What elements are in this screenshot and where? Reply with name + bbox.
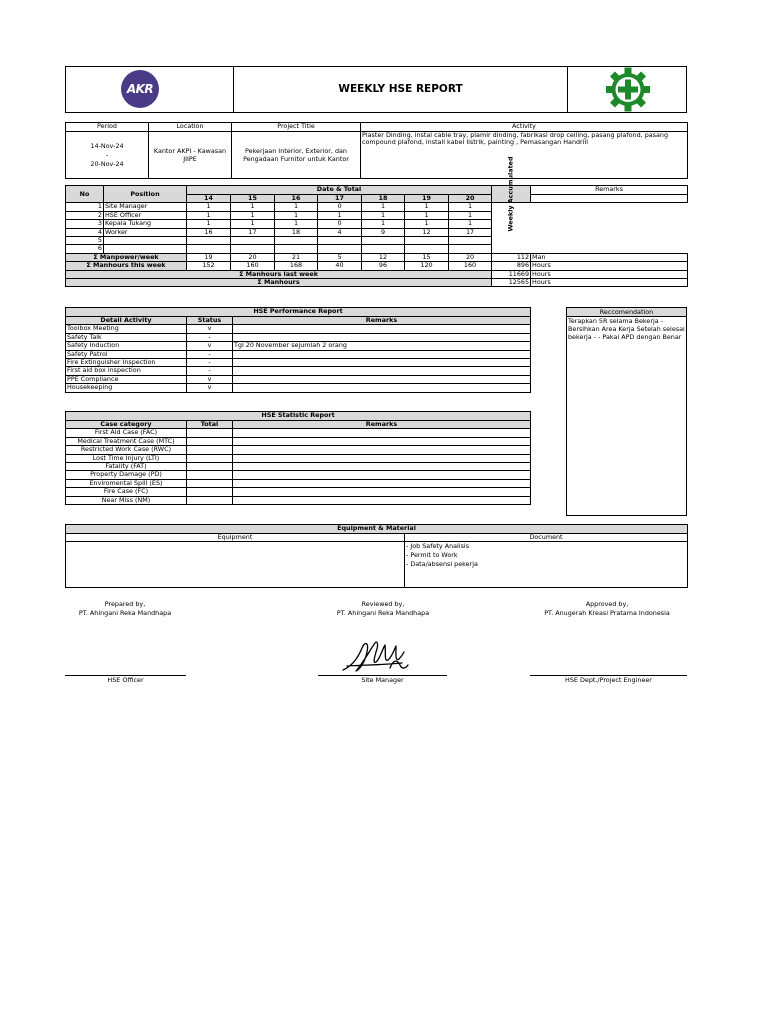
row-value: 1 bbox=[362, 203, 405, 211]
row-value bbox=[362, 237, 405, 245]
manhours-week-unit: Hours bbox=[531, 262, 688, 270]
date-19: 19 bbox=[405, 195, 449, 203]
row-value: 1 bbox=[187, 211, 231, 219]
performance-rows bbox=[66, 325, 531, 392]
row-value: 1 bbox=[275, 211, 318, 219]
statistic-case: Restricted Work Case (RWC) bbox=[66, 446, 187, 454]
row-no: 2 bbox=[66, 211, 104, 219]
period-value bbox=[66, 132, 149, 179]
row-value: 0 bbox=[318, 203, 362, 211]
performance-table bbox=[65, 307, 531, 393]
activity-value: Plaster Dinding, instal cable tray, plamir dinding, fabrikasi drop ceiling, pasang plafond, pasang compound plafond, install kabel listrik, painting , Pemasangan Handrill bbox=[361, 132, 688, 179]
recommendation-title: Reccomendation bbox=[567, 308, 686, 317]
table-row bbox=[66, 325, 531, 333]
statistic-col-total: Total bbox=[187, 421, 233, 429]
akr-logo-text: AKR bbox=[126, 82, 154, 96]
row-value: 9 bbox=[362, 228, 405, 236]
performance-status: - bbox=[187, 333, 233, 341]
row-value: 18 bbox=[275, 228, 318, 236]
row-no: 6 bbox=[66, 245, 104, 253]
performance-remarks bbox=[233, 375, 531, 383]
manpower-rows bbox=[66, 203, 688, 253]
table-row bbox=[66, 203, 688, 211]
date-16: 16 bbox=[275, 195, 318, 203]
manpower-week-total: 112 bbox=[492, 253, 531, 261]
performance-activity: Fire Extinguisher Inspection bbox=[66, 359, 187, 367]
manhours-week-14: 152 bbox=[187, 262, 231, 270]
row-value bbox=[449, 237, 492, 245]
statistic-case: Enviromental Spill (ES) bbox=[66, 479, 187, 487]
row-value: 4 bbox=[318, 228, 362, 236]
weekly-accumulated-label: Weekly Accumulated bbox=[506, 156, 515, 232]
manhours-week-15: 160 bbox=[231, 262, 275, 270]
akr-logo bbox=[121, 70, 159, 108]
performance-status: - bbox=[187, 359, 233, 367]
date-15: 15 bbox=[231, 195, 275, 203]
equipment-label: Equipment bbox=[66, 534, 405, 542]
row-value: 1 bbox=[275, 203, 318, 211]
row-value: 1 bbox=[405, 211, 449, 219]
equipment-title: Equipment & Material bbox=[66, 525, 688, 534]
performance-status: v bbox=[187, 342, 233, 350]
performance-status: - bbox=[187, 350, 233, 358]
activity-label: Activity bbox=[361, 123, 688, 132]
statistic-remarks bbox=[233, 479, 531, 487]
position-header: Position bbox=[104, 186, 187, 203]
performance-status: v bbox=[187, 325, 233, 333]
location-value: Kantor AKPI - Kawasan JIIPE bbox=[149, 132, 232, 179]
row-value: 17 bbox=[231, 228, 275, 236]
manhours-week-16: 168 bbox=[275, 262, 318, 270]
report-title: WEEKLY HSE REPORT bbox=[338, 83, 463, 95]
statistic-total bbox=[187, 479, 233, 487]
period-label: Period bbox=[66, 123, 149, 132]
manpower-week-16: 21 bbox=[275, 253, 318, 261]
statistic-rows bbox=[66, 429, 531, 505]
manhours-last-week-label: Σ Manhours last week bbox=[66, 270, 492, 278]
table-row bbox=[66, 220, 688, 228]
manpower-week-18: 12 bbox=[362, 253, 405, 261]
remarks-cell bbox=[531, 195, 688, 203]
statistic-total bbox=[187, 463, 233, 471]
document-list bbox=[405, 542, 688, 588]
table-row bbox=[66, 446, 531, 454]
row-value bbox=[275, 237, 318, 245]
manpower-week-label: Σ Manpower/week bbox=[66, 253, 187, 261]
row-value: 1 bbox=[362, 211, 405, 219]
manhours-week-20: 160 bbox=[449, 262, 492, 270]
manpower-week-15: 20 bbox=[231, 253, 275, 261]
statistic-remarks bbox=[233, 496, 531, 504]
performance-status: v bbox=[187, 375, 233, 383]
manhours-week-17: 40 bbox=[318, 262, 362, 270]
row-value: 1 bbox=[275, 220, 318, 228]
manhours-last-week-unit: Hours bbox=[531, 270, 688, 278]
row-value: 12 bbox=[405, 228, 449, 236]
date-14: 14 bbox=[187, 195, 231, 203]
row-value: 1 bbox=[362, 220, 405, 228]
equipment-table bbox=[65, 524, 688, 588]
performance-title: HSE Performance Report bbox=[66, 308, 531, 317]
statistic-total bbox=[187, 496, 233, 504]
row-value: 1 bbox=[231, 203, 275, 211]
table-row bbox=[66, 384, 531, 392]
performance-col-status: Status bbox=[187, 317, 233, 325]
statistic-table bbox=[65, 411, 531, 505]
row-position: Worker bbox=[104, 228, 187, 236]
row-value: 1 bbox=[231, 211, 275, 219]
statistic-total bbox=[187, 429, 233, 437]
statistic-remarks bbox=[233, 463, 531, 471]
document-item: - Job Safety Analisis bbox=[406, 542, 470, 551]
manpower-week-17: 5 bbox=[318, 253, 362, 261]
period-start: 14-Nov-24 bbox=[90, 141, 124, 150]
manhours-total: 12565 bbox=[492, 279, 531, 287]
performance-remarks bbox=[233, 384, 531, 392]
performance-col-activity: Detail Activity bbox=[66, 317, 187, 325]
performance-activity: Housekeeping bbox=[66, 384, 187, 392]
statistic-title: HSE Statistic Report bbox=[66, 412, 531, 421]
statistic-case: Medical Treatment Case (MTC) bbox=[66, 437, 187, 445]
row-position: Kepala Tukang bbox=[104, 220, 187, 228]
manpower-week-20: 20 bbox=[449, 253, 492, 261]
row-no: 4 bbox=[66, 228, 104, 236]
statistic-case: Lost Time Injury (LTI) bbox=[66, 454, 187, 462]
performance-remarks bbox=[233, 350, 531, 358]
row-value: 1 bbox=[449, 220, 492, 228]
recommendation-text: Terapkan 5R selama Bekerja - Bersihkan Area Kerja Setelah selesai bekerja - - Pakai APD dengan Benar bbox=[568, 317, 685, 341]
prepared-company: PT. Ahingani Reka Mandhapa bbox=[78, 609, 172, 617]
row-position bbox=[104, 237, 187, 245]
statistic-total bbox=[187, 471, 233, 479]
approved-role: HSE Dept./Project Engineer bbox=[565, 676, 652, 684]
statistic-total bbox=[187, 446, 233, 454]
date-17: 17 bbox=[318, 195, 362, 203]
remarks-header: Remarks bbox=[531, 186, 688, 195]
statistic-total bbox=[187, 488, 233, 496]
logo-cell bbox=[66, 67, 234, 112]
approved-caption: Approved by, bbox=[585, 600, 629, 608]
statistic-remarks bbox=[233, 488, 531, 496]
table-row bbox=[66, 496, 531, 504]
table-row bbox=[66, 367, 531, 375]
performance-activity: First aid box inspection bbox=[66, 367, 187, 375]
performance-activity: Toolbox Meeting bbox=[66, 325, 187, 333]
row-value: 1 bbox=[187, 220, 231, 228]
row-value: 1 bbox=[187, 203, 231, 211]
performance-activity: Safety Talk bbox=[66, 333, 187, 341]
row-value: 17 bbox=[449, 228, 492, 236]
row-value: 0 bbox=[318, 220, 362, 228]
document-label: Document bbox=[405, 534, 688, 542]
performance-status: v bbox=[187, 384, 233, 392]
document-item: - Permit to Work bbox=[406, 551, 458, 560]
statistic-case: Property Damage (PD) bbox=[66, 471, 187, 479]
manhours-total-unit: Hours bbox=[531, 279, 688, 287]
info-table bbox=[65, 122, 688, 179]
location-label: Location bbox=[149, 123, 232, 132]
statistic-col-remarks: Remarks bbox=[233, 421, 531, 429]
row-position: HSE Officer bbox=[104, 211, 187, 219]
reviewed-role: Site Manager bbox=[361, 676, 404, 684]
row-value: 1 bbox=[318, 211, 362, 219]
reviewed-caption: Reviewed by, bbox=[361, 600, 405, 608]
table-row bbox=[66, 228, 688, 236]
performance-remarks bbox=[233, 325, 531, 333]
performance-col-remarks: Remarks bbox=[233, 317, 531, 325]
manhours-week-18: 96 bbox=[362, 262, 405, 270]
row-value bbox=[231, 237, 275, 245]
performance-status: - bbox=[187, 367, 233, 375]
row-no: 3 bbox=[66, 220, 104, 228]
date-20: 20 bbox=[449, 195, 492, 203]
manpower-week-unit: Man bbox=[531, 253, 688, 261]
row-value: 1 bbox=[231, 220, 275, 228]
row-value bbox=[318, 237, 362, 245]
approved-company: PT. Anugerah Kreasi Pratama Indonesia bbox=[544, 609, 670, 617]
manhours-last-week-total: 11669 bbox=[492, 270, 531, 278]
no-header: No bbox=[66, 186, 104, 203]
weekly-accumulated-header bbox=[492, 156, 531, 232]
performance-activity: Safety Patrol bbox=[66, 350, 187, 358]
statistic-remarks bbox=[233, 446, 531, 454]
statistic-case: Fatality (FAT) bbox=[66, 463, 187, 471]
performance-activity: Safety Induction bbox=[66, 342, 187, 350]
statistic-case: First Aid Case (FAC) bbox=[66, 429, 187, 437]
table-row bbox=[66, 375, 531, 383]
statistic-total bbox=[187, 454, 233, 462]
manpower-week-19: 15 bbox=[405, 253, 449, 261]
performance-remarks bbox=[233, 367, 531, 375]
statistic-remarks bbox=[233, 429, 531, 437]
document-item: - Data/absensi pekerja bbox=[406, 560, 478, 569]
row-position: Site Manager bbox=[104, 203, 187, 211]
report-header bbox=[65, 66, 687, 113]
row-no: 5 bbox=[66, 237, 104, 245]
table-row bbox=[66, 342, 531, 350]
date-18: 18 bbox=[362, 195, 405, 203]
statistic-case: Fire Case (FC) bbox=[66, 488, 187, 496]
performance-remarks: Tgl 20 November sejumlah 2 orang bbox=[233, 342, 531, 350]
manpower-week-14: 19 bbox=[187, 253, 231, 261]
row-value bbox=[187, 237, 231, 245]
row-value: 1 bbox=[405, 203, 449, 211]
table-row bbox=[66, 211, 688, 219]
performance-activity: PPE Compliance bbox=[66, 375, 187, 383]
manhours-week-total: 896 bbox=[492, 262, 531, 270]
date-total-header: Date & Total bbox=[187, 186, 492, 195]
safety-cross-gear-icon bbox=[604, 67, 652, 112]
performance-remarks bbox=[233, 359, 531, 367]
project-label: Project Title bbox=[232, 123, 361, 132]
safety-logo-cell bbox=[567, 67, 688, 112]
prepared-caption: Prepared by, bbox=[104, 600, 146, 608]
row-value bbox=[405, 237, 449, 245]
statistic-total bbox=[187, 437, 233, 445]
row-value: 1 bbox=[449, 211, 492, 219]
statistic-remarks bbox=[233, 471, 531, 479]
reviewer-signature bbox=[338, 632, 418, 680]
recommendation-box bbox=[566, 307, 687, 516]
row-no: 1 bbox=[66, 203, 104, 211]
table-row bbox=[66, 237, 688, 245]
period-end: 20-Nov-24 bbox=[90, 159, 124, 168]
manhours-total-label: Σ Manhours bbox=[66, 279, 492, 287]
statistic-remarks bbox=[233, 437, 531, 445]
table-row bbox=[66, 488, 531, 496]
manhours-week-19: 120 bbox=[405, 262, 449, 270]
reviewed-company: PT. Ahingani Reka Mandhapa bbox=[336, 609, 430, 617]
row-value: 16 bbox=[187, 228, 231, 236]
prepared-role: HSE Officer bbox=[107, 676, 144, 684]
row-value: 1 bbox=[405, 220, 449, 228]
equipment-list bbox=[66, 542, 405, 588]
manhours-week-label: Σ Manhours this week bbox=[66, 262, 187, 270]
statistic-case: Near Miss (NM) bbox=[66, 496, 187, 504]
period-separator: - bbox=[105, 150, 109, 159]
row-value: 1 bbox=[449, 203, 492, 211]
statistic-col-case: Case category bbox=[66, 421, 187, 429]
statistic-remarks bbox=[233, 454, 531, 462]
project-value: Pekerjaan Interior, Exterior, dan Pengadaan Furnitor untuk Kantor bbox=[232, 132, 361, 179]
